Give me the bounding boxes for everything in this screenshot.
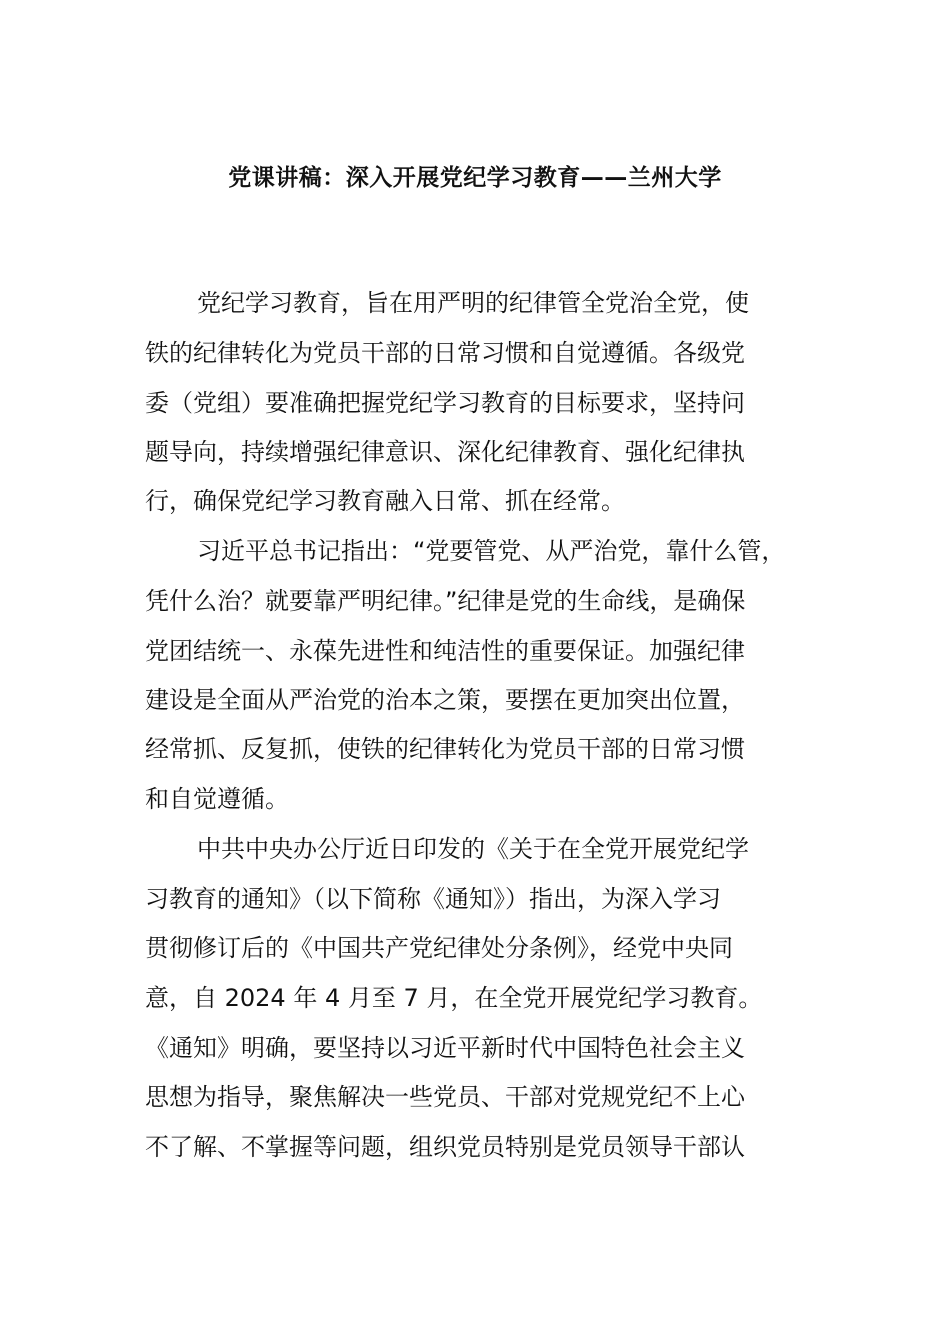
- paragraph-2-line-3: 党团结统一、永葆先进性和纯洁性的重要保证。加强纪律: [145, 637, 745, 665]
- paragraph-2-line-1: 习近平总书记指出：“党要管党、从严治党，靠什么管，: [197, 537, 786, 565]
- paragraph-3-line-5: 《通知》明确，要坚持以习近平新时代中国特色社会主义: [145, 1034, 745, 1062]
- paragraph-1-line-3: 委（党组）要准确把握党纪学习教育的目标要求，坚持问: [145, 389, 745, 417]
- paragraph-2-line-4: 建设是全面从严治党的治本之策，要摆在更加突出位置，: [145, 686, 745, 714]
- paragraph-1-line-4: 题导向，持续增强纪律意识、深化纪律教育、强化纪律执: [145, 438, 745, 466]
- paragraph-3-line-2: 习教育的通知》（以下简称《通知》）指出，为深入学习: [145, 885, 721, 913]
- paragraph-2-line-5: 经常抓、反复抓，使铁的纪律转化为党员干部的日常习惯: [145, 735, 745, 763]
- paragraph-1-line-1: 党纪学习教育，旨在用严明的纪律管全党治全党，使: [197, 289, 749, 317]
- paragraph-3-line-4: 意，自 2024 年 4 月至 7 月，在全党开展党纪学习教育。: [145, 984, 763, 1012]
- paragraph-3-line-3: 贯彻修订后的《中国共产党纪律处分条例》，经党中央同: [145, 934, 733, 962]
- paragraph-3-line-6: 思想为指导，聚焦解决一些党员、干部对党规党纪不上心: [145, 1083, 745, 1111]
- paragraph-3-line-7: 不了解、不掌握等问题，组织党员特别是党员领导干部认: [145, 1133, 745, 1161]
- paragraph-3-line-1: 中共中央办公厅近日印发的《关于在全党开展党纪学: [197, 835, 749, 863]
- paragraph-2-line-6: 和自觉遵循。: [145, 785, 289, 813]
- document-title: 党课讲稿：深入开展党纪学习教育——兰州大学: [228, 165, 722, 191]
- paragraph-1-line-2: 铁的纪律转化为党员干部的日常习惯和自觉遵循。各级党: [145, 339, 745, 367]
- paragraph-2-line-2: 凭什么治？就要靠严明纪律。”纪律是党的生命线，是确保: [145, 587, 746, 615]
- paragraph-1-line-5: 行，确保党纪学习教育融入日常、抓在经常。: [145, 487, 625, 515]
